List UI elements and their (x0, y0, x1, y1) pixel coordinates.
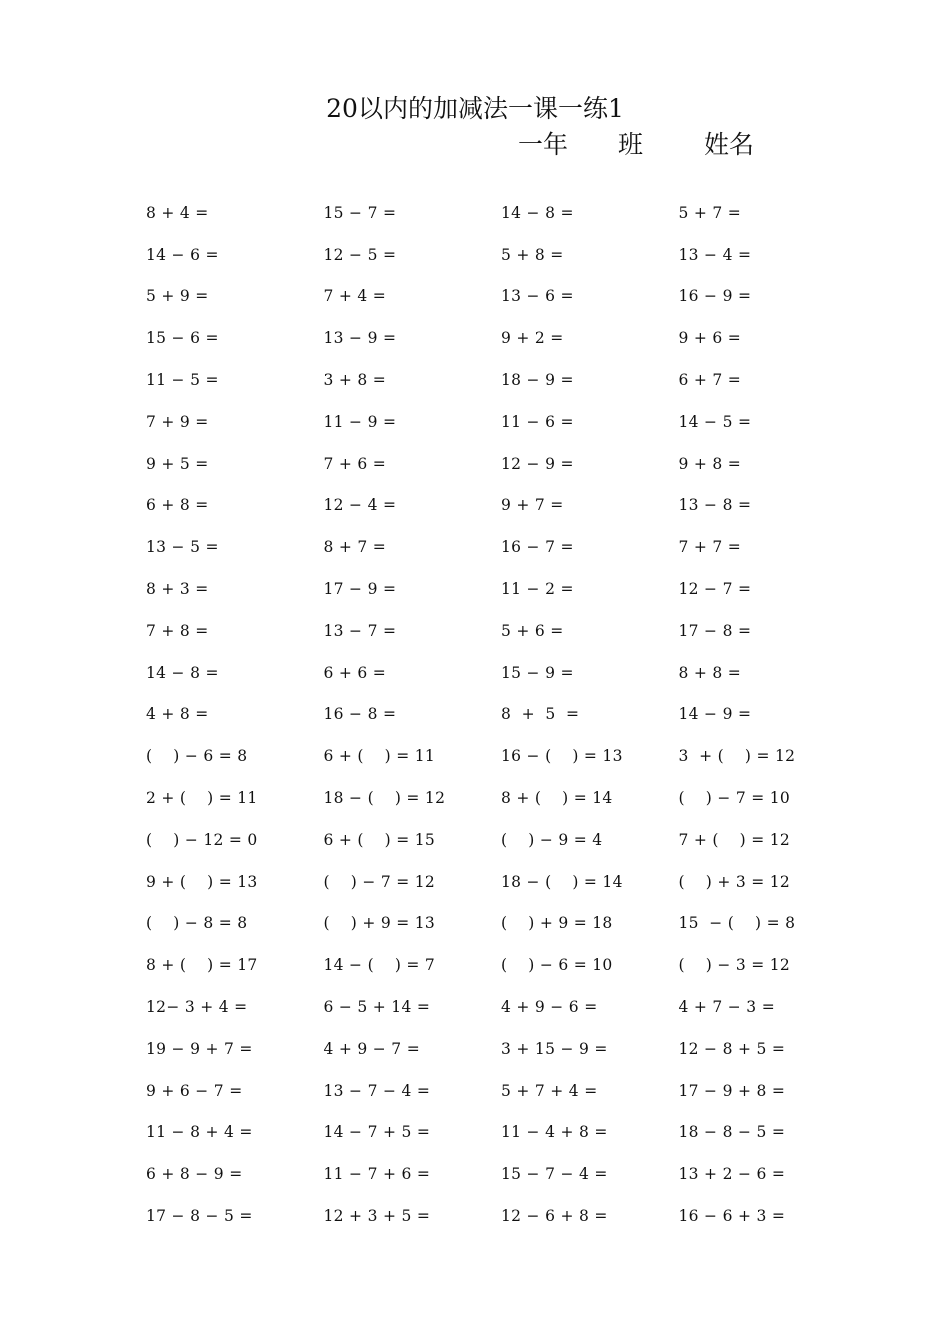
math-problem: 3 + 8 = (323, 371, 387, 390)
math-problem: ( ) + 9 = 18 (501, 914, 613, 933)
problem-row (146, 192, 866, 234)
grade-label: 一年 (518, 130, 569, 159)
math-problem: 4 + 9 − 6 = (501, 998, 598, 1017)
problem-row (146, 652, 866, 694)
math-problem: 9 + 2 = (501, 329, 564, 348)
math-problem: 7 + 7 = (678, 538, 742, 557)
problem-row (146, 1195, 866, 1237)
math-problem: 8 + 5 = (501, 705, 580, 724)
math-problem: 8 + 7 = (323, 538, 387, 557)
math-problem: 11 − 5 = (146, 371, 219, 390)
math-problem: 9 + 8 = (678, 454, 742, 473)
problem-row (146, 1112, 866, 1154)
problem-row (146, 986, 866, 1028)
math-problem: ( ) − 7 = 12 (323, 872, 436, 891)
math-problem: 12 − 6 + 8 = (501, 1207, 608, 1226)
math-problem: 4 + 8 = (146, 705, 209, 724)
math-problem: 11 − 6 = (501, 412, 574, 431)
math-problem: 12 − 5 = (323, 245, 397, 264)
math-problem: ( ) + 3 = 12 (678, 872, 791, 891)
problem-row (146, 819, 866, 861)
math-problem: 12− 3 + 4 = (146, 998, 248, 1017)
math-problem: 11 − 2 = (501, 580, 574, 599)
math-problem: ( ) + 9 = 13 (323, 914, 436, 933)
math-problem: 15 − 9 = (501, 663, 574, 682)
math-problem: 12 − 9 = (501, 454, 574, 473)
math-problem: 8 + ( ) = 17 (146, 956, 258, 975)
math-problem: 6 + 6 = (323, 663, 387, 682)
math-problem: 18 − 8 − 5 = (678, 1123, 786, 1142)
math-problem: 3 + ( ) = 12 (678, 747, 796, 766)
student-info-line (518, 128, 754, 162)
worksheet-title (0, 92, 950, 126)
math-problem: 17 − 8 − 5 = (146, 1207, 253, 1226)
math-problem: 14 − 8 = (501, 203, 574, 222)
problem-row (146, 443, 866, 485)
math-problem: 9 + 6 − 7 = (146, 1081, 243, 1100)
problem-row (146, 861, 866, 903)
problem-grid (146, 192, 866, 1237)
math-problem: 5 + 7 = (678, 203, 742, 222)
math-problem: 8 + 3 = (146, 580, 209, 599)
math-problem: 17 − 8 = (678, 621, 752, 640)
math-problem: 5 + 9 = (146, 287, 209, 306)
problem-row (146, 485, 866, 527)
math-problem: ( ) − 6 = 8 (146, 747, 248, 766)
math-problem: 5 + 6 = (501, 621, 564, 640)
math-problem: 18 − ( ) = 14 (501, 872, 623, 891)
problem-row (146, 944, 866, 986)
math-problem: 9 + 5 = (146, 454, 209, 473)
math-problem: 11 − 8 + 4 = (146, 1123, 253, 1142)
math-problem: 13 − 7 − 4 = (323, 1081, 431, 1100)
math-problem: 15 − ( ) = 8 (678, 914, 796, 933)
problem-row (146, 359, 866, 401)
math-problem: 12 + 3 + 5 = (323, 1207, 431, 1226)
math-problem: 12 − 4 = (323, 496, 397, 515)
math-problem: 15 − 7 − 4 = (501, 1165, 608, 1184)
math-problem: 6 + ( ) = 11 (323, 747, 436, 766)
problem-row (146, 735, 866, 777)
problem-row (146, 234, 866, 276)
math-problem: 7 + 4 = (323, 287, 387, 306)
math-problem: 12 − 8 + 5 = (678, 1039, 786, 1058)
math-problem: 9 + 7 = (501, 496, 564, 515)
problem-row (146, 526, 866, 568)
problem-row (146, 276, 866, 318)
math-problem: 19 − 9 + 7 = (146, 1039, 253, 1058)
math-problem: 5 + 8 = (501, 245, 564, 264)
name-label: 姓名 (704, 130, 755, 159)
math-problem: 17 − 9 + 8 = (678, 1081, 786, 1100)
title-text: 20以内的加减法一课一练1 (326, 94, 624, 123)
math-problem: 6 + ( ) = 15 (323, 830, 436, 849)
math-problem: 18 − ( ) = 12 (323, 789, 446, 808)
math-problem: 14 − ( ) = 7 (323, 956, 436, 975)
problem-row (146, 903, 866, 945)
math-problem: ( ) − 8 = 8 (146, 914, 248, 933)
math-problem: 11 − 7 + 6 = (323, 1165, 431, 1184)
math-problem: 17 − 9 = (323, 580, 397, 599)
math-problem: ( ) − 6 = 10 (501, 956, 613, 975)
math-problem: 15 − 6 = (146, 329, 219, 348)
math-problem: 4 + 9 − 7 = (323, 1039, 420, 1058)
math-problem: 3 + 15 − 9 = (501, 1039, 608, 1058)
math-problem: 13 + 2 − 6 = (678, 1165, 786, 1184)
problem-row (146, 1153, 866, 1195)
math-problem: 16 − 9 = (678, 287, 752, 306)
math-problem: 7 + ( ) = 12 (678, 830, 791, 849)
math-problem: 13 − 4 = (678, 245, 752, 264)
math-problem: ( ) − 7 = 10 (678, 789, 791, 808)
math-problem: 13 − 7 = (323, 621, 397, 640)
math-problem: 8 + 8 = (678, 663, 742, 682)
math-problem: 2 + ( ) = 11 (146, 789, 258, 808)
math-problem: 6 − 5 + 14 = (323, 998, 431, 1017)
problem-row (146, 1028, 866, 1070)
math-problem: 9 + 6 = (678, 329, 742, 348)
problem-row (146, 610, 866, 652)
math-problem: 5 + 7 + 4 = (501, 1081, 598, 1100)
problem-row (146, 317, 866, 359)
math-problem: 13 − 9 = (323, 329, 397, 348)
math-problem: 7 + 8 = (146, 621, 209, 640)
math-problem: 11 − 4 + 8 = (501, 1123, 608, 1142)
math-problem: 16 − ( ) = 13 (501, 747, 623, 766)
math-problem: 14 − 5 = (678, 412, 752, 431)
problem-row (146, 1070, 866, 1112)
math-problem: 12 − 7 = (678, 580, 752, 599)
math-problem: 16 − 8 = (323, 705, 397, 724)
problem-row (146, 694, 866, 736)
math-problem: 6 + 8 = (146, 496, 209, 515)
class-label: 班 (618, 130, 644, 159)
math-problem: 14 − 8 = (146, 663, 219, 682)
math-problem: 13 − 8 = (678, 496, 752, 515)
math-problem: 9 + ( ) = 13 (146, 872, 258, 891)
math-problem: 8 + 4 = (146, 203, 209, 222)
math-problem: ( ) − 3 = 12 (678, 956, 791, 975)
math-problem: 14 − 9 = (678, 705, 752, 724)
math-problem: 16 − 7 = (501, 538, 574, 557)
math-problem: 4 + 7 − 3 = (678, 998, 775, 1017)
problem-row (146, 777, 866, 819)
math-problem: ( ) − 9 = 4 (501, 830, 603, 849)
problem-row (146, 568, 866, 610)
math-problem: 11 − 9 = (323, 412, 397, 431)
math-problem: 8 + ( ) = 14 (501, 789, 613, 808)
math-problem: 15 − 7 = (323, 203, 397, 222)
math-problem: 13 − 5 = (146, 538, 219, 557)
math-problem: 14 − 7 + 5 = (323, 1123, 431, 1142)
math-problem: 13 − 6 = (501, 287, 574, 306)
math-problem: 7 + 6 = (323, 454, 387, 473)
problem-row (146, 401, 866, 443)
math-problem: ( ) − 12 = 0 (146, 830, 258, 849)
math-problem: 6 + 8 − 9 = (146, 1165, 243, 1184)
math-problem: 6 + 7 = (678, 371, 742, 390)
math-problem: 16 − 6 + 3 = (678, 1207, 786, 1226)
math-problem: 7 + 9 = (146, 412, 209, 431)
math-problem: 14 − 6 = (146, 245, 219, 264)
math-problem: 18 − 9 = (501, 371, 574, 390)
